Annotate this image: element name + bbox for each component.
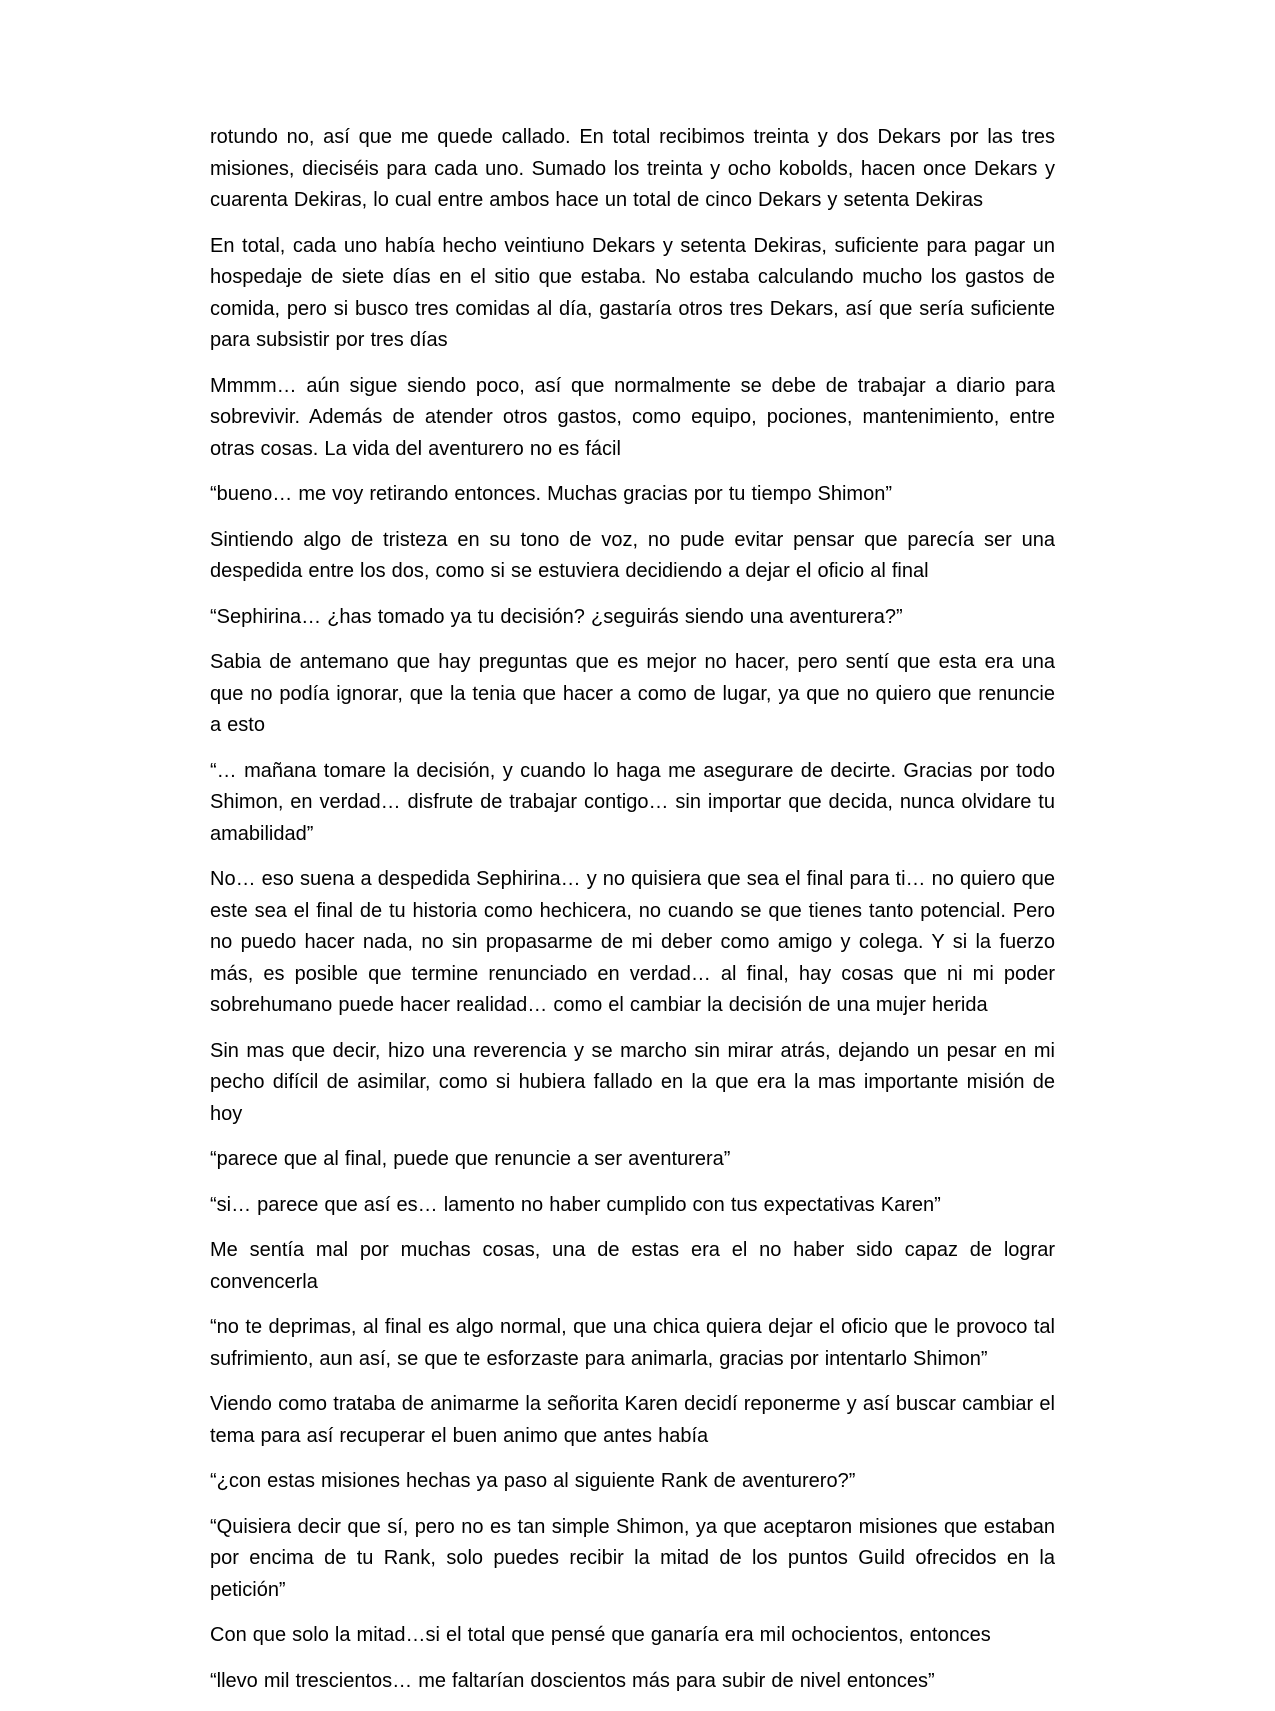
paragraph-17: “Quisiera decir que sí, pero no es tan simple Shimon, ya que aceptaron misiones que estaban por encima de tu Rank, solo puedes recibir la mitad de los puntos Guild ofrecidos en la petición”	[210, 1515, 1055, 1601]
paragraph-15: Viendo como trataba de animarme la señorita Karen decidí reponerme y así buscar cambiar el tema para así recuperar el buen animo que antes había	[210, 1393, 1055, 1447]
paragraph-9: No… eso suena a despedida Sephirina… y no quisiera que sea el final para ti… no quiero que este sea el final de tu historia como hechicera, no cuando se que tienes tanto potencial. Pero no puedo hacer nada, no sin propasarme de mi deber como amigo y colega. Y si la fuerzo más, es posible que termine renunciado en verdad… al final, hay cosas que ni mi poder sobrehumano puede hacer realidad… como el cambiar la decisión de una mujer herida	[210, 868, 1055, 1016]
paragraph-4: “bueno… me voy retirando entonces. Muchas gracias por tu tiempo Shimon”	[210, 483, 893, 505]
text-body	[210, 122, 1055, 1711]
paragraph-11: “parece que al final, puede que renuncie a ser aventurera”	[210, 1148, 731, 1170]
paragraph-8: “… mañana tomare la decisión, y cuando lo haga me asegurare de decirte. Gracias por todo Shimon, en verdad… disfrute de trabajar contigo… sin importar que decida, nunca olvidare tu amabilidad”	[210, 759, 1055, 845]
paragraph-16: “¿con estas misiones hechas ya paso al siguiente Rank de aventurero?”	[210, 1470, 856, 1492]
paragraph-18: Con que solo la mitad…si el total que pensé que ganaría era mil ochocientos, entonces	[210, 1624, 991, 1646]
paragraph-7: Sabia de antemano que hay preguntas que es mejor no hacer, pero sentí que esta era una que no podía ignorar, que la tenia que hacer a como de lugar, ya que no quiero que renuncie a esto	[210, 651, 1055, 736]
paragraph-1: rotundo no, así que me quede callado. En total recibimos treinta y dos Dekars por las tres misiones, dieciséis para cada uno. Sumado los treinta y ocho kobolds, hacen once Dekars y cuarenta Dekiras, lo cual entre ambos hace un total de cinco Dekars y setenta Dekiras	[210, 126, 1055, 211]
paragraph-13: Me sentía mal por muchas cosas, una de estas era el no haber sido capaz de lograr convencerla	[210, 1239, 1055, 1293]
paragraph-19: “llevo mil trescientos… me faltarían doscientos más para subir de nivel entonces”	[210, 1669, 935, 1692]
paragraph-5: Sintiendo algo de tristeza en su tono de voz, no pude evitar pensar que parecía ser una despedida entre los dos, como si se estuviera decidiendo a dejar el oficio al final	[210, 528, 1055, 582]
paragraph-3: Mmmm… aún sigue siendo poco, así que normalmente se debe de trabajar a diario para sobrevivir. Además de atender otros gastos, como equipo, pociones, mantenimiento, entre otras cosas. La vida del aventurero no es fácil	[210, 374, 1055, 460]
paragraph-14: “no te deprimas, al final es algo normal, que una chica quiera dejar el oficio que le provoco tal sufrimiento, aun así, se que te esforzaste para animarla, gracias por intentarlo Shimon”	[210, 1316, 1055, 1370]
paragraph-6: “Sephirina… ¿has tomado ya tu decisión? ¿seguirás siendo una aventurera?”	[210, 605, 903, 628]
paragraph-2: En total, cada uno había hecho veintiuno Dekars y setenta Dekiras, suficiente para pagar un hospedaje de siete días en el sitio que estaba. No estaba calculando mucho los gastos de comida, pero si busco tres comidas al día, gastaría otros tres Dekars, así que sería suficiente para subsistir por tres días	[210, 234, 1055, 351]
paragraph-10: Sin mas que decir, hizo una reverencia y se marcho sin mirar atrás, dejando un pesar en mi pecho difícil de asimilar, como si hubiera fallado en la que era la mas importante misión de hoy	[210, 1039, 1055, 1125]
paragraph-12: “si… parece que así es… lamento no haber cumplido con tus expectativas Karen”	[210, 1193, 941, 1216]
